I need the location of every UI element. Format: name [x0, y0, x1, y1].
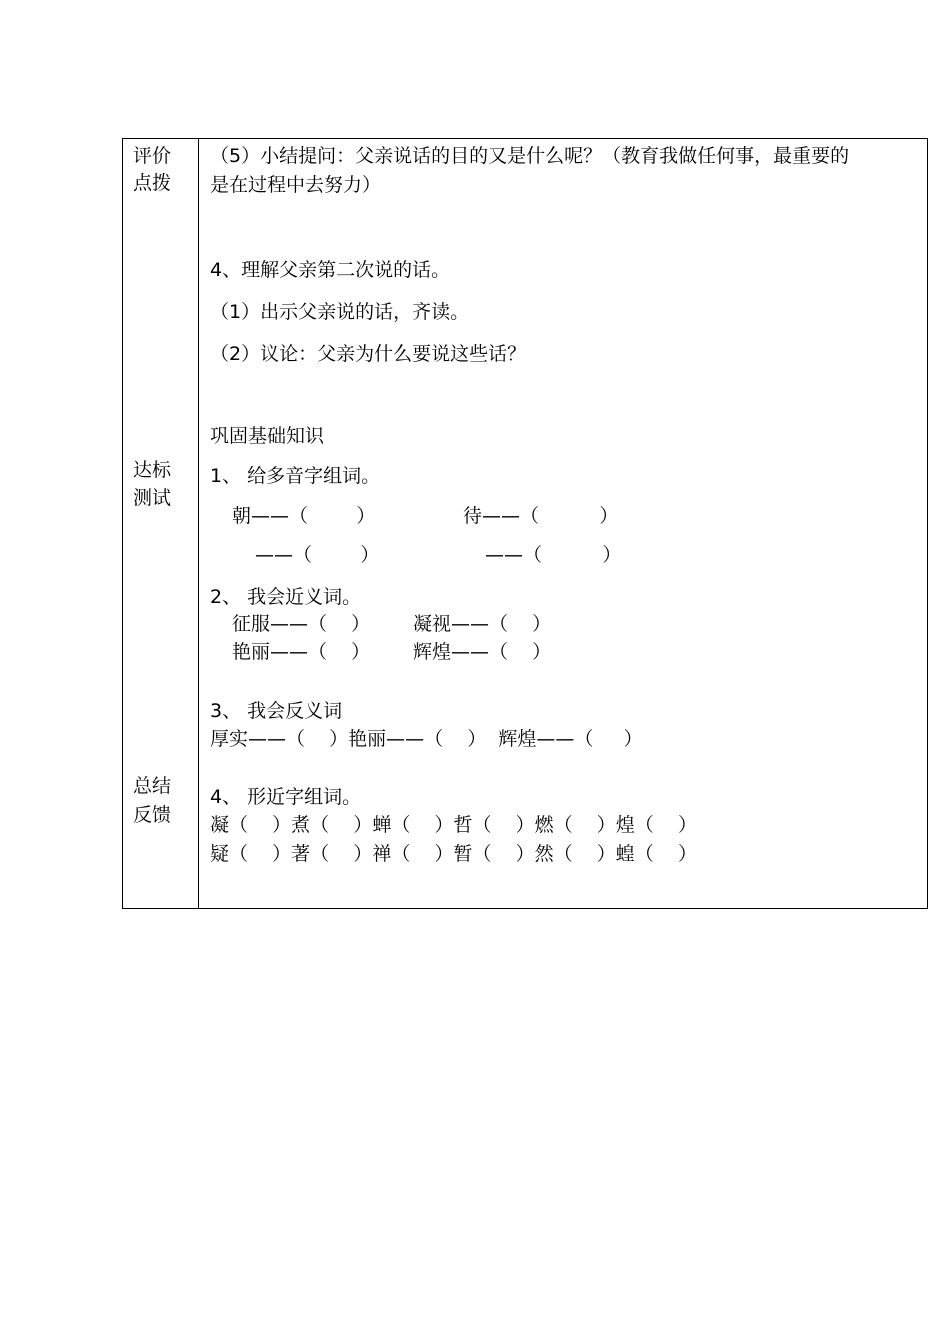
- section4-title: 4、理解父亲第二次说的话。: [210, 259, 451, 281]
- exercise2-row2-b: 辉煌——（ ）: [413, 641, 552, 663]
- q5-line-1: （5）小结提问：父亲说话的目的又是什么呢？（教育我做任何事，最重要的: [210, 145, 850, 167]
- exercise3-line: 厚实——（ ）艳丽——（ ） 辉煌——（ ）: [210, 728, 643, 750]
- exercise1-dai-b: ——（ ）: [485, 544, 622, 566]
- exercise2-row2-a: 艳丽——（ ）: [232, 641, 371, 663]
- exercise1-chao-a: 朝——（ ）: [232, 505, 376, 527]
- label-evaluation-2: 点拨: [133, 172, 172, 194]
- label-summary-1: 总结: [133, 775, 172, 797]
- label-test-1: 达标: [133, 459, 172, 481]
- label-test-2: 测试: [133, 487, 172, 509]
- exercise4-row-2: 疑（ ）著（ ）禅（ ）暂（ ）然（ ）蝗（ ）: [210, 843, 697, 865]
- consolidate-heading: 巩固基础知识: [210, 425, 325, 447]
- label-evaluation-1: 评价: [133, 145, 172, 167]
- exercise4-row-1: 凝（ ）煮（ ）蝉（ ）哲（ ）燃（ ）煌（ ）: [210, 814, 697, 836]
- lesson-table: [122, 138, 928, 909]
- exercise4-title: 4、 形近字组词。: [210, 786, 362, 808]
- q5-line-2: 是在过程中去努力）: [210, 174, 382, 196]
- section4-item-2: （2）议论：父亲为什么要说这些话？: [210, 343, 527, 365]
- exercise1-title: 1、 给多音字组词。: [210, 465, 381, 487]
- exercise2-row1-a: 征服——（ ）: [232, 613, 371, 635]
- section4-item-1: （1）出示父亲说的话，齐读。: [210, 301, 470, 323]
- exercise2-row1-b: 凝视——（ ）: [413, 613, 552, 635]
- exercise1-chao-b: ——（ ）: [255, 544, 380, 566]
- exercise2-title: 2、 我会近义词。: [210, 586, 362, 608]
- label-summary-2: 反馈: [133, 804, 172, 826]
- exercise1-dai-a: 待——（ ）: [463, 505, 619, 527]
- exercise3-title: 3、 我会反义词: [210, 700, 343, 722]
- column-divider: [198, 139, 199, 908]
